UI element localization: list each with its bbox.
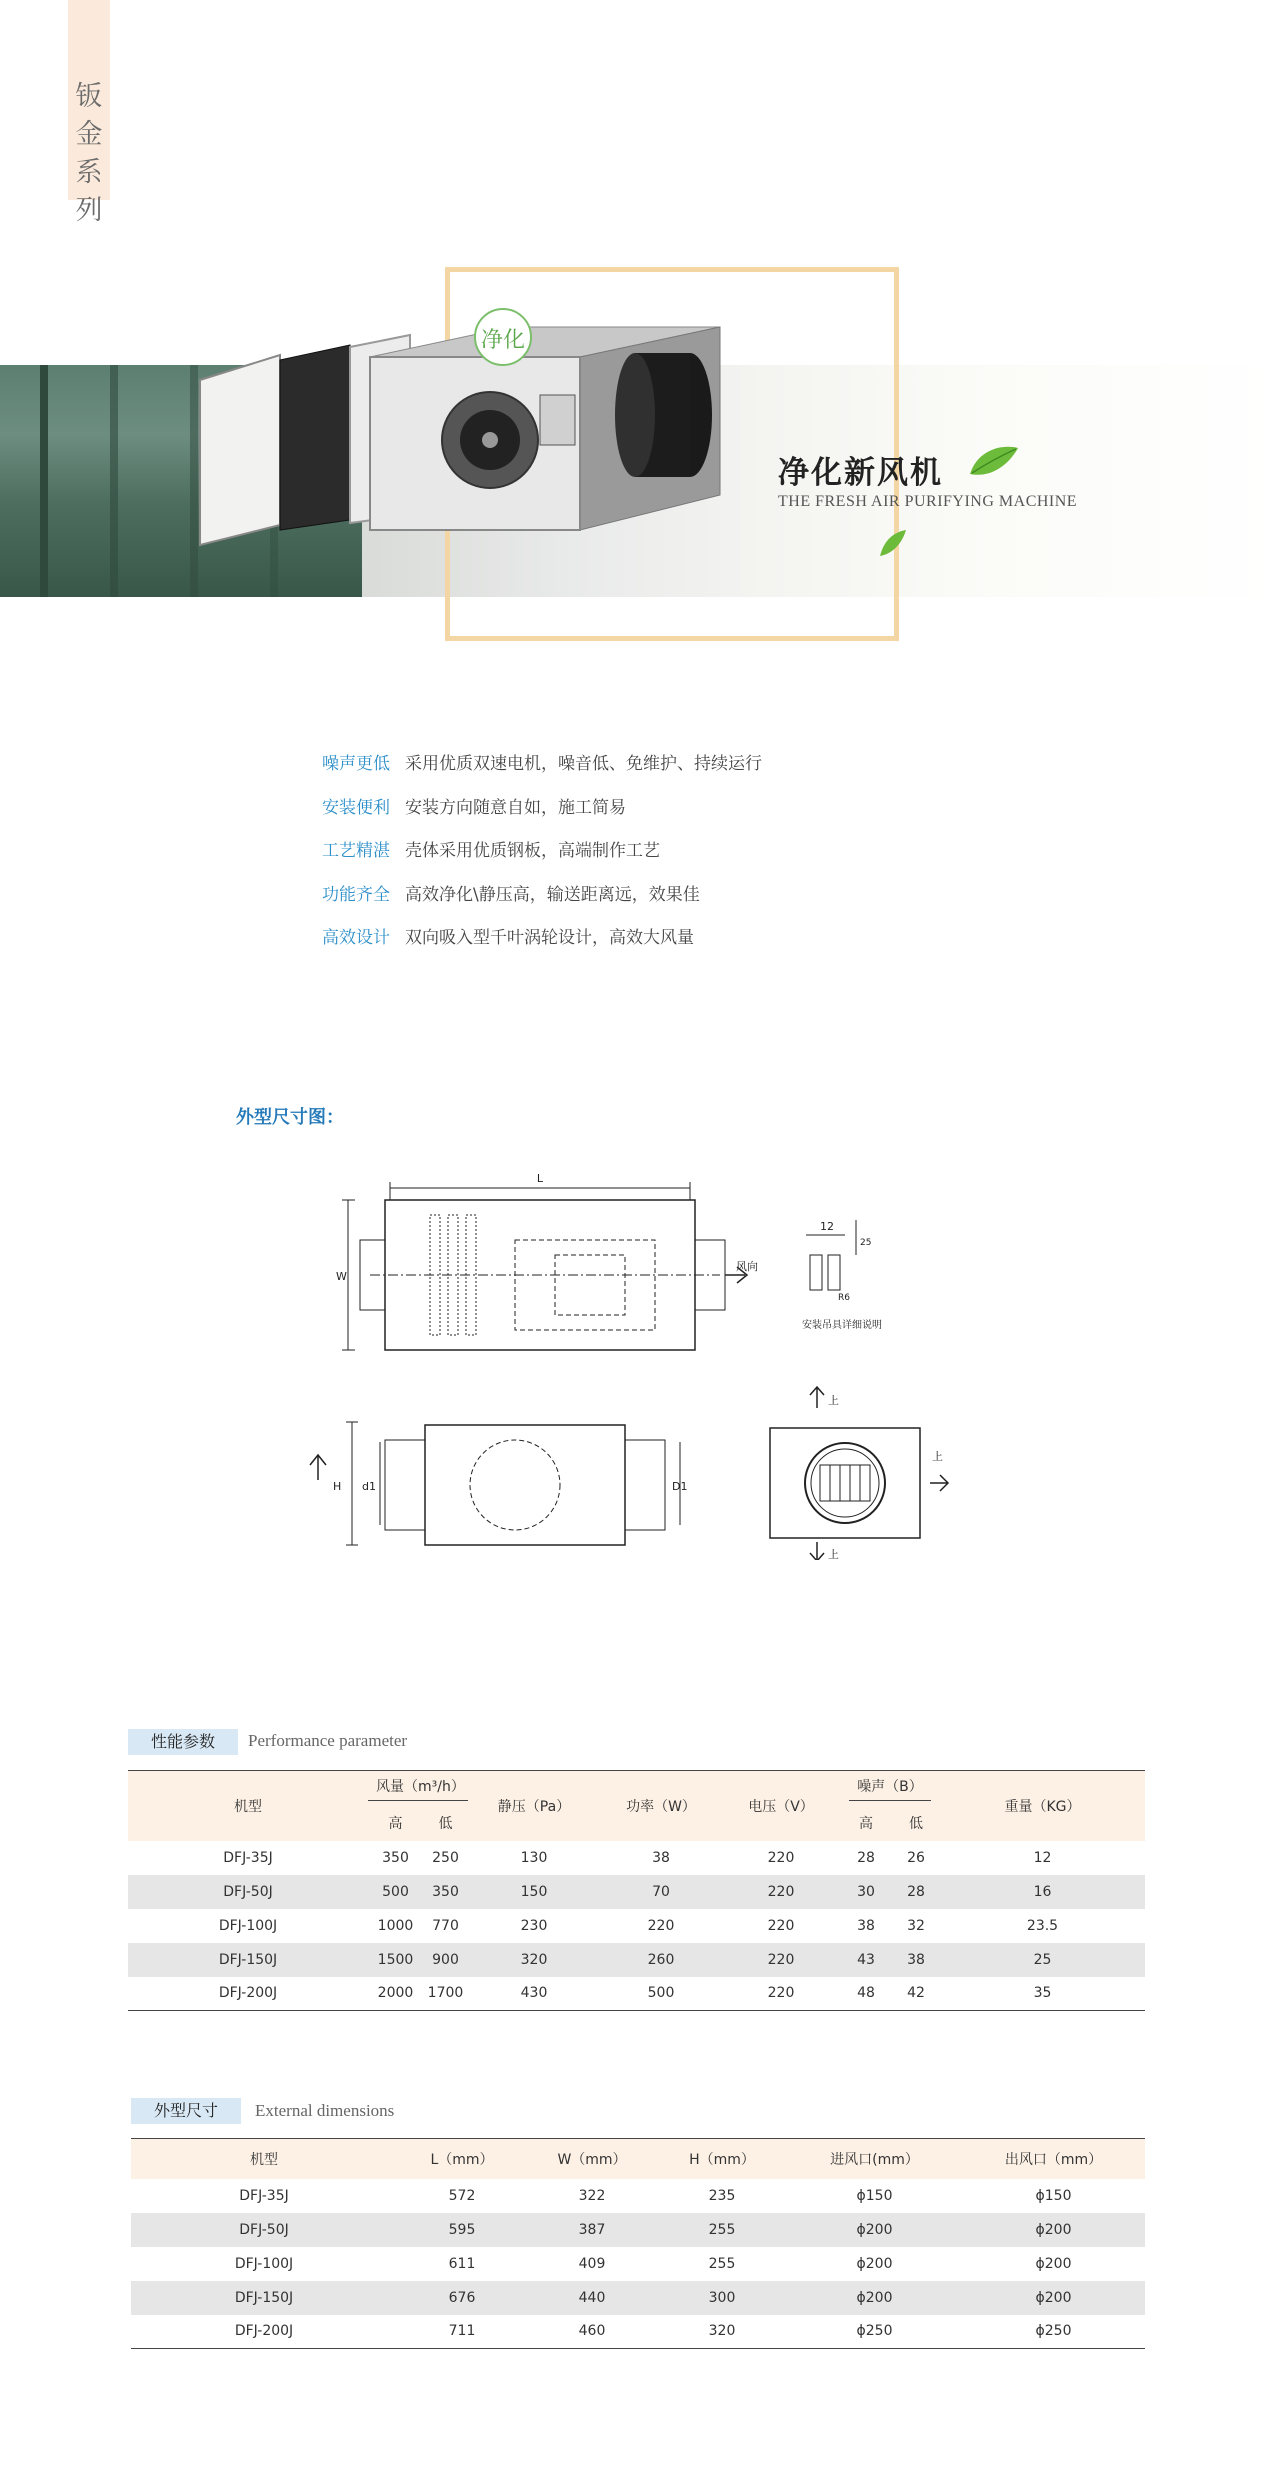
table-row: DFJ-50J 500 350 150 70 220 30 28 16 [128, 1875, 1145, 1909]
feature-1: 噪声更低 采用优质双速电机，噪音低、免维护、持续运行 [322, 754, 762, 774]
svg-text:D1: D1 [672, 1480, 688, 1493]
table-row: DFJ-200J 711 460 320 ϕ250 ϕ250 [131, 2315, 1145, 2349]
col-pressure: 静压（Pa） [497, 1798, 571, 1815]
col-noise: 噪声（B） [849, 1776, 931, 1801]
dimension-drawing [300, 1160, 950, 1560]
table-row: DFJ-150J 1500 900 320 260 220 43 38 25 [128, 1943, 1145, 1977]
col-outlet: 出风口（mm） [1004, 2151, 1103, 2168]
svg-text:R6: R6 [838, 1293, 850, 1303]
product-image [190, 305, 750, 555]
col-model: 机型 [250, 2151, 278, 2168]
col-weight: 重量（KG） [1004, 1798, 1081, 1815]
svg-text:风向: 风向 [736, 1260, 758, 1273]
feature-2: 安装便利 安装方向随意自如，施工简易 [322, 798, 626, 818]
table-row: DFJ-100J 611 409 255 ϕ200 ϕ200 [131, 2247, 1145, 2281]
svg-text:上: 上 [828, 1548, 839, 1560]
svg-text:安装吊具详细说明: 安装吊具详细说明 [802, 1320, 882, 1331]
feature-5: 高效设计 双向吸入型千叶涡轮设计，高效大风量 [322, 928, 694, 948]
leaf-icon [968, 444, 1020, 480]
svg-text:上: 上 [932, 1450, 943, 1463]
performance-label: 性能参数 [128, 1729, 238, 1755]
dimensions-label: 外型尺寸 [131, 2098, 241, 2124]
svg-text:12: 12 [820, 1220, 834, 1233]
performance-table: 机型 风量（m³/h） 静压（Pa） 功率（W） 电压（V） 噪声（B） 重量（KG） 高 低 高 低 DFJ-35J 350 250 130 38 220 28 26 12 DFJ-50J 500 350 150 70 220 30 28 16 DFJ-100J 1000 770 230 220 220 38 32 23.5 DFJ-150J 1500 900 320 260 220 43 38 25 DFJ-200J 2000 1700 430 500 220 48 42 35 [128, 1770, 1145, 2011]
performance-label-en: Performance parameter [248, 1731, 408, 1750]
col-inlet: 进风口(mm） [830, 2151, 919, 2168]
dimensions-label-en: External dimensions [255, 2101, 395, 2120]
side-tab-label: 钣金系列 [75, 81, 103, 226]
svg-text:H: H [333, 1480, 342, 1493]
product-title: 净化新风机 [778, 455, 943, 491]
col-voltage: 电压（V） [748, 1798, 814, 1815]
col-length: L（mm） [430, 2151, 494, 2168]
svg-text:d1: d1 [362, 1480, 376, 1493]
col-height: H（mm） [689, 2151, 755, 2168]
col-airflow: 风量（m³/h） [368, 1776, 468, 1801]
svg-text:L: L [536, 1172, 544, 1185]
col-model: 机型 [234, 1798, 262, 1815]
col-power: 功率（W） [626, 1798, 696, 1815]
table-row: DFJ-35J 572 322 235 ϕ150 ϕ150 [131, 2179, 1145, 2213]
table-row: DFJ-150J 676 440 300 ϕ200 ϕ200 [131, 2281, 1145, 2315]
svg-text:25: 25 [860, 1238, 872, 1248]
table-row: DFJ-100J 1000 770 230 220 220 38 32 23.5 [128, 1909, 1145, 1943]
leaf-small-icon [878, 528, 908, 558]
svg-text:W: W [336, 1270, 347, 1283]
table-row: DFJ-35J 350 250 130 38 220 28 26 12 [128, 1841, 1145, 1875]
feature-3: 工艺精湛 壳体采用优质钢板，高端制作工艺 [322, 841, 660, 861]
feature-4: 功能齐全 高效净化\静压高，输送距离远，效果佳 [322, 885, 700, 905]
diagram-title: 外型尺寸图： [236, 1107, 344, 1128]
product-subtitle: THE FRESH AIR PURIFYING MACHINE [778, 493, 1078, 510]
col-width: W（mm） [557, 2151, 627, 2168]
badge-text: 净化 [480, 328, 526, 353]
dimensions-table [131, 2138, 1145, 2349]
table-row: DFJ-200J 2000 1700 430 500 220 48 42 35 [128, 1977, 1145, 2011]
svg-text:上: 上 [828, 1394, 839, 1407]
table-row: DFJ-50J 595 387 255 ϕ200 ϕ200 [131, 2213, 1145, 2247]
